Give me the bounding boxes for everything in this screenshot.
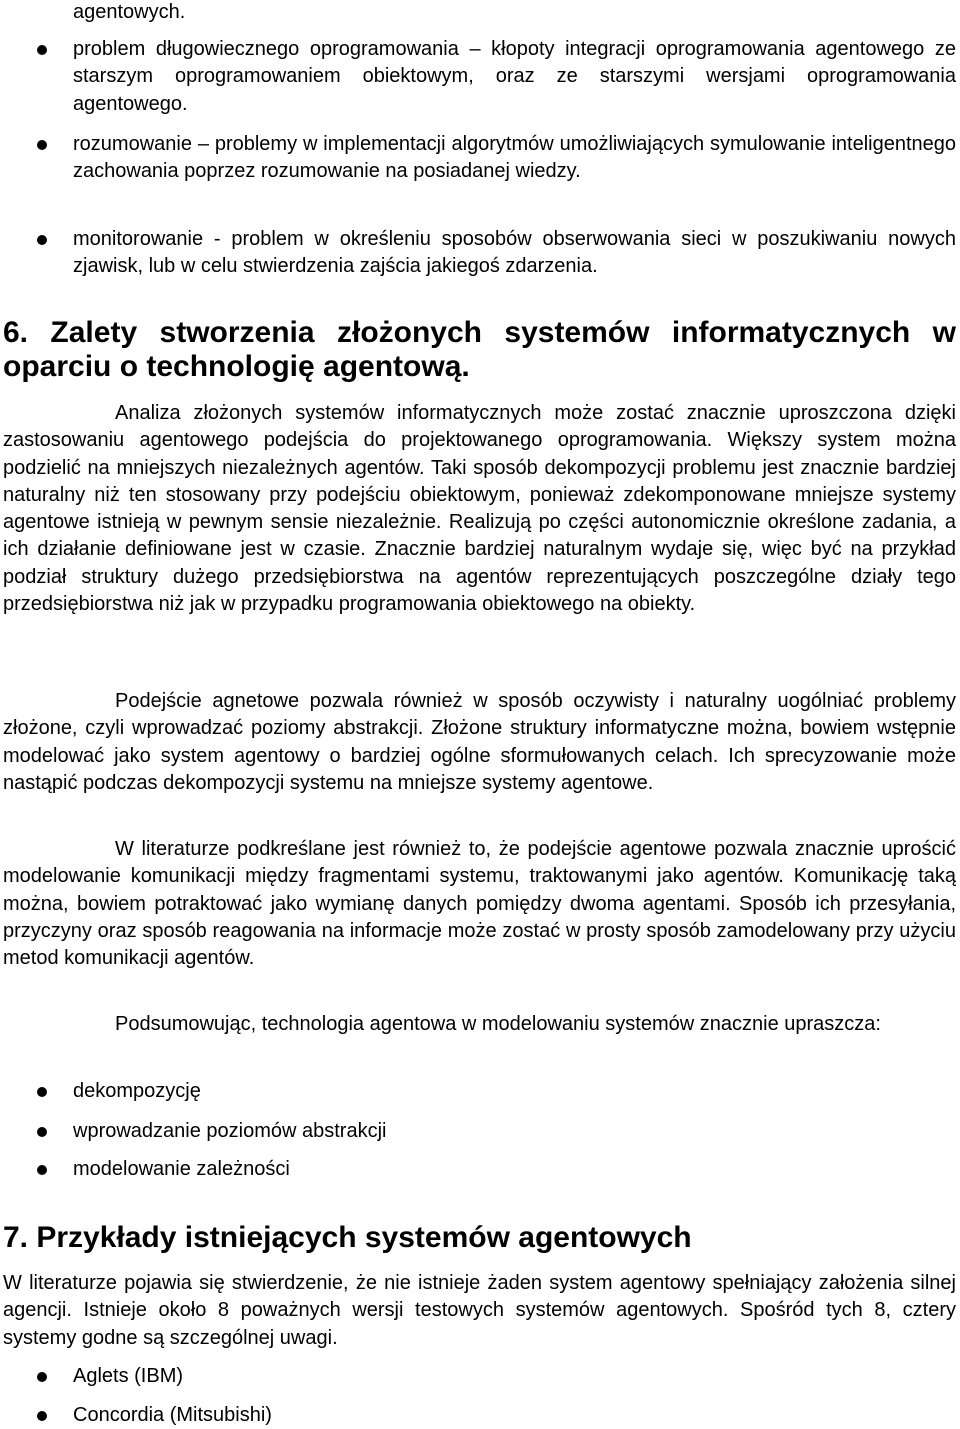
paragraph: Podsumowując, technologia agentowa w modelowaniu systemów znacznie upraszcza:	[115, 1013, 881, 1035]
list-item-text: modelowanie zależności	[73, 1158, 290, 1180]
list-item-text: wprowadzanie poziomów abstrakcji	[73, 1120, 387, 1142]
list-item-text: rozumowanie – problemy w implementacji algorytmów umożliwiających symulowanie inteligentnego zachowania poprzez rozumowanie na posiadanej wiedzy.	[73, 133, 956, 183]
list-item-text: dekompozycję	[73, 1080, 201, 1102]
bullet-dot-icon	[37, 1165, 47, 1175]
bullet-dot-icon	[37, 1411, 47, 1421]
paragraph: W literaturze podkreślane jest również to, że podejście agentowe pozwala znacznie uprościć modelowanie komunikacji między fragmentami systemu, traktowanymi jako agentów. Komunikację taką można, bowiem potraktować jako wymianę danych pomiędzy dwoma agentami. Sposób ich przesyłania, przyczyny oraz sposób reagowania na informacje może zostać w prosty sposób zamodelowany przy użyciu metod komunikacji agentów.	[3, 838, 956, 970]
bullet-dot-icon	[37, 1127, 47, 1137]
bullet-dot-icon	[37, 45, 47, 55]
bullet-dot-icon	[37, 235, 47, 245]
paragraph: Analiza złożonych systemów informatycznych może zostać znacznie uproszczona dzięki zastosowaniu agentowego podejścia do projektowanego oprogramowania. Większy system można podzielić na mniejszych niezależnych agentów. Taki sposób dekompozycji problemu jest znacznie bardziej naturalny niż ten stosowany przy podejściu obiektowym, ponieważ zdekomponowane mniejsze systemy agentowe istnieją w pewnym sensie niezależnie. Realizują po części autonomicznie określone zadania, a ich działanie definiowane jest w czasie. Znacznie bardziej naturalnym wydaje się, więc być na przykład podział struktury dużego przedsiębiorstwa na agentów reprezentujących poszczególne działy tego przedsiębiorstwa niż jak w przypadku programowania obiektowego na obiekty.	[3, 402, 956, 616]
list-item-text: monitorowanie - problem w określeniu sposobów obserwowania sieci w poszukiwaniu nowych zjawisk, lub w celu stwierdzenia zajścia jakiegoś zdarzenia.	[73, 228, 956, 278]
paragraph: Podejście agnetowe pozwala również w sposób oczywisty i naturalny uogólniać problemy złożone, czyli wprowadzać poziomy abstrakcji. Złożone struktury informatyczne można, bowiem wstępnie modelować jako system agentowy o bardziej ogólne sformułowanych celach. Ich sprecyzowanie może nastąpić podczas dekompozycji systemu na mniejsze systemy agentowe.	[3, 690, 956, 794]
section-7-heading: 7. Przykłady istniejących systemów agentowych	[3, 1221, 692, 1254]
list-item-text: Concordia (Mitsubishi)	[73, 1404, 272, 1426]
list-item-text: Aglets (IBM)	[73, 1365, 184, 1387]
bullet-dot-icon	[37, 140, 47, 150]
section-6-heading: 6. Zalety stworzenia złożonych systemów informatycznych w oparciu o technologię agentową.	[3, 316, 956, 383]
continued-text-fragment: agentowych.	[73, 1, 186, 23]
bullet-dot-icon	[37, 1372, 47, 1382]
bullet-dot-icon	[37, 1087, 47, 1097]
paragraph: W literaturze pojawia się stwierdzenie, że nie istnieje żaden system agentowy spełniający założenia silnej agencji. Istnieje około 8 poważnych wersji testowych systemów agentowych. Spośród tych 8, cztery systemy godne są szczególnej uwagi.	[3, 1272, 956, 1349]
list-item-text: problem długowiecznego oprogramowania – kłopoty integracji oprogramowania agentowego ze starszym oprogramowaniem obiektowym, oraz ze starszymi wersjami oprogramowania agentowego.	[73, 38, 956, 115]
